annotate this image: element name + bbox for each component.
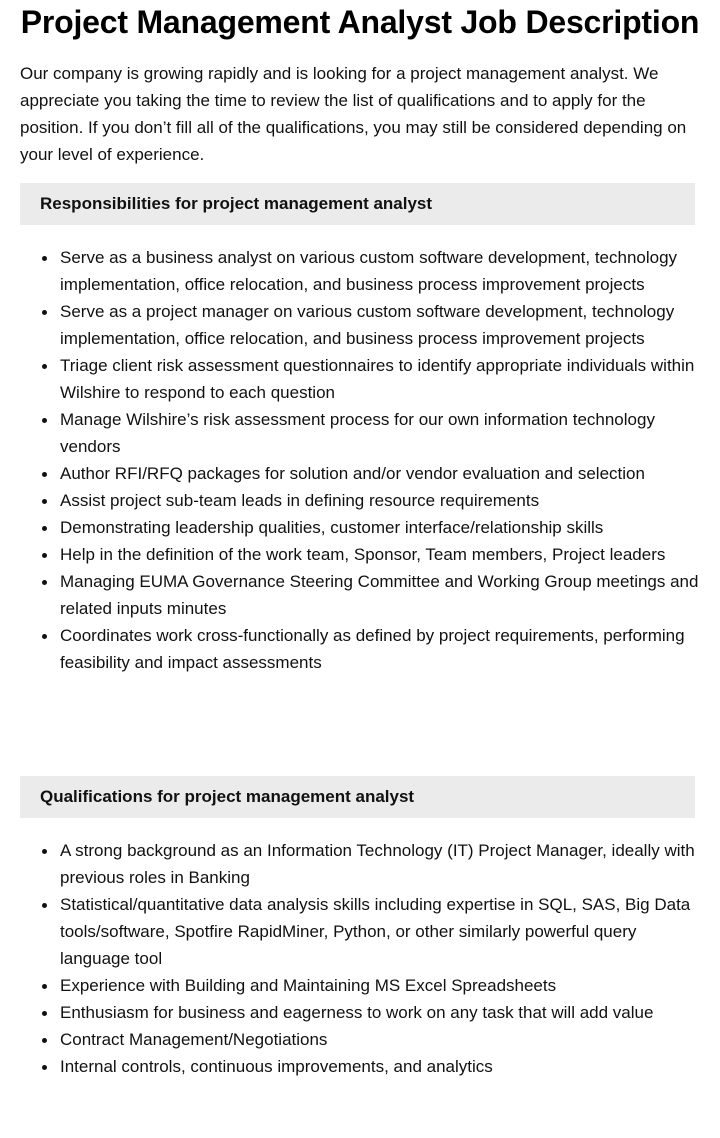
intro-paragraph: Our company is growing rapidly and is looking for a project management analyst. We appreciate you taking the time to review the list of qualifications and to apply for the position. If you don’t fill all of the qualifications, you may still be considered depending on your level of experience. xyxy=(20,64,687,164)
list-item xyxy=(20,837,700,891)
responsibilities-heading: Responsibilities for project management analyst xyxy=(40,194,433,213)
list-item xyxy=(20,514,700,541)
bullet-icon xyxy=(42,634,47,639)
list-item-text: Managing EUMA Governance Steering Committee and Working Group meetings and related inputs minutes xyxy=(60,572,699,618)
list-item xyxy=(20,999,700,1026)
list-item xyxy=(20,406,700,460)
list-item xyxy=(20,1053,700,1080)
qualifications-list xyxy=(20,837,700,1080)
list-item-text: Enthusiasm for business and eagerness to work on any task that will add value xyxy=(60,1003,654,1022)
bullet-icon xyxy=(42,903,47,908)
bullet-icon xyxy=(42,580,47,585)
bullet-icon xyxy=(42,418,47,423)
bullet-icon xyxy=(42,553,47,558)
bullet-icon xyxy=(42,984,47,989)
list-item-text: Serve as a business analyst on various custom software development, technology implementation, office relocation, and business process improvement projects xyxy=(60,248,678,294)
bullet-icon xyxy=(42,1065,47,1070)
list-item-text: Author RFI/RFQ packages for solution and/or vendor evaluation and selection xyxy=(60,464,645,483)
list-item-text: Experience with Building and Maintaining MS Excel Spreadsheets xyxy=(60,976,557,995)
bullet-icon xyxy=(42,849,47,854)
list-item-text: Internal controls, continuous improvements, and analytics xyxy=(60,1057,493,1076)
list-item xyxy=(20,460,700,487)
bullet-icon xyxy=(42,1038,47,1043)
list-item-text: Serve as a project manager on various custom software development, technology implementation, office relocation, and business process improvement projects xyxy=(60,302,675,348)
qualifications-heading: Qualifications for project management analyst xyxy=(40,787,415,806)
qualifications-section-header xyxy=(20,776,695,818)
bullet-icon xyxy=(42,256,47,261)
list-item xyxy=(20,487,700,514)
bullet-icon xyxy=(42,526,47,531)
list-item xyxy=(20,541,700,568)
list-item-text: Statistical/quantitative data analysis skills including expertise in SQL, SAS, Big Data tools/software, Spotfire RapidMiner, Python, or other similarly powerful query language tool xyxy=(60,895,691,968)
list-item xyxy=(20,1026,700,1053)
responsibilities-list xyxy=(20,244,700,676)
list-item xyxy=(20,622,700,676)
list-item-text: Manage Wilshire’s risk assessment process for our own information technology vendors xyxy=(60,410,655,456)
bullet-icon xyxy=(42,472,47,477)
responsibilities-section-header xyxy=(20,183,695,225)
list-item-text: Coordinates work cross-functionally as defined by project requirements, performing feasibility and impact assessments xyxy=(60,626,685,672)
list-item xyxy=(20,891,700,972)
list-item xyxy=(20,352,700,406)
page-title: Project Management Analyst Job Description xyxy=(20,4,700,40)
list-item-text: Triage client risk assessment questionnaires to identify appropriate individuals within Wilshire to respond to each question xyxy=(60,356,695,402)
list-item xyxy=(20,298,700,352)
bullet-icon xyxy=(42,1011,47,1016)
bullet-icon xyxy=(42,499,47,504)
list-item-text: Assist project sub-team leads in defining resource requirements xyxy=(60,491,540,510)
list-item-text: A strong background as an Information Technology (IT) Project Manager, ideally with previous roles in Banking xyxy=(60,841,695,887)
list-item xyxy=(20,972,700,999)
list-item xyxy=(20,568,700,622)
list-item-text: Contract Management/Negotiations xyxy=(60,1030,328,1049)
bullet-icon xyxy=(42,310,47,315)
list-item-text: Demonstrating leadership qualities, customer interface/relationship skills xyxy=(60,518,604,537)
bullet-icon xyxy=(42,364,47,369)
list-item-text: Help in the definition of the work team, Sponsor, Team members, Project leaders xyxy=(60,545,666,564)
list-item xyxy=(20,244,700,298)
